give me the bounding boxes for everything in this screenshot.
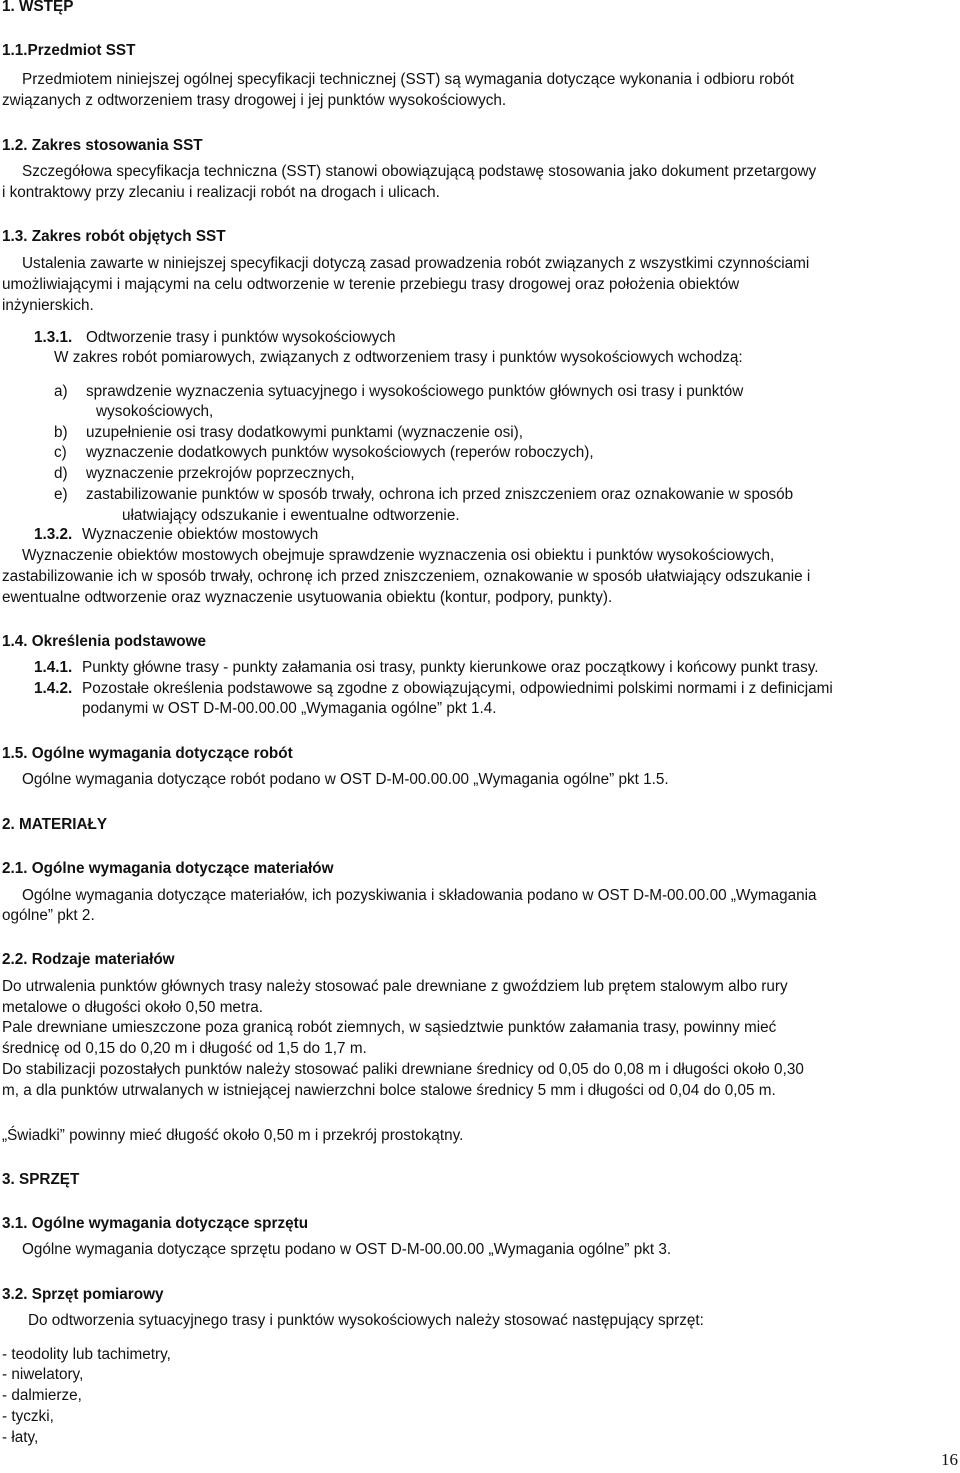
definition-text: Pozostałe określenia podstawowe są zgodne z obowiązującymi, odpowiednimi polskimi normami i z definicjami — [82, 680, 833, 697]
section-heading: 1.1.Przedmiot SST — [2, 42, 136, 59]
definition-text: podanymi w OST D-M-00.00.00 „Wymagania ogólne” pkt 1.4. — [82, 700, 497, 717]
subsection-number: 1.3.1. — [34, 329, 73, 346]
list-item: - łaty, — [2, 1429, 39, 1446]
section-heading: 3.1. Ogólne wymagania dotyczące sprzętu — [2, 1215, 309, 1232]
paragraph-line: i kontraktowy przy zlecaniu i realizacji robót na drogach i ulicach. — [2, 184, 440, 201]
paragraph-line: średnicę od 0,15 do 0,20 m i długość od 1,5 do 1,7 m. — [2, 1040, 367, 1057]
list-marker: e) — [54, 486, 68, 503]
section-heading: 1.5. Ogólne wymagania dotyczące robót — [2, 745, 293, 762]
list-item: ułatwiający odszukanie i ewentualne odtworzenie. — [122, 507, 460, 524]
paragraph-line: Przedmiotem niniejszej ogólnej specyfikacji technicznej (SST) są wymagania dotyczące wykonania i odbioru robót — [22, 71, 795, 88]
section-heading: 1. WSTĘP — [2, 0, 74, 15]
list-marker: b) — [54, 424, 68, 441]
section-heading: 2.1. Ogólne wymagania dotyczące materiałów — [2, 860, 334, 877]
paragraph-line: związanych z odtworzeniem trasy drogowej i jej punktów wysokościowych. — [2, 92, 507, 109]
paragraph-line: zastabilizowanie ich w sposób trwały, ochronę ich przed zniszczeniem, oznakowanie w sposób ułatwiający odszukanie i — [2, 568, 811, 585]
paragraph-line: Do odtworzenia sytuacyjnego trasy i punktów wysokościowych należy stosować następujący sprzęt: — [28, 1312, 704, 1329]
list-item: sprawdzenie wyznaczenia sytuacyjnego i wysokościowego punktów głównych osi trasy i punktów — [86, 383, 744, 400]
paragraph-line: Do utrwalenia punktów głównych trasy należy stosować pale drewniane z gwoździem lub prętem stalowym albo rury — [2, 978, 788, 995]
paragraph-line: Wyznaczenie obiektów mostowych obejmuje sprawdzenie wyznaczenia osi obiektu i punktów wysokościowych, — [22, 547, 775, 564]
paragraph-line: inżynierskich. — [2, 297, 94, 314]
list-marker: d) — [54, 465, 68, 482]
section-heading: 1.3. Zakres robót objętych SST — [2, 228, 226, 245]
section-heading: 1.2. Zakres stosowania SST — [2, 137, 203, 154]
paragraph-line: „Świadki” powinny mieć długość około 0,50 m i przekrój prostokątny. — [2, 1127, 464, 1144]
section-heading: 2.2. Rodzaje materiałów — [2, 951, 175, 968]
paragraph-line: ogólne” pkt 2. — [2, 907, 95, 924]
definition-text: Punkty główne trasy - punkty załamania osi trasy, punkty kierunkowe oraz początkowy i końcowy punkt trasy. — [82, 659, 819, 676]
paragraph-line: Pale drewniane umieszczone poza granicą robót ziemnych, w sąsiedztwie punktów załamania trasy, powinny mieć — [2, 1019, 777, 1036]
paragraph-line: Ustalenia zawarte w niniejszej specyfikacji dotyczą zasad prowadzenia robót związanych z wszystkimi czynnościami — [22, 255, 810, 272]
paragraph-line: Ogólne wymagania dotyczące materiałów, ich pozyskiwania i składowania podano w OST D-M-00.00.00 „Wymagania — [22, 887, 817, 904]
paragraph-line: Szczegółowa specyfikacja techniczna (SST) stanowi obowiązującą podstawę stosowania jako dokument przetargowy — [22, 163, 817, 180]
subsection-number: 1.3.2. — [34, 526, 73, 543]
subsection-title: Wyznaczenie obiektów mostowych — [82, 526, 319, 543]
section-heading: 3.2. Sprzęt pomiarowy — [2, 1286, 164, 1303]
section-heading: 1.4. Określenia podstawowe — [2, 633, 207, 650]
list-item: - teodolity lub tachimetry, — [2, 1346, 171, 1363]
list-item: - dalmierze, — [2, 1387, 82, 1404]
list-item: wyznaczenie przekrojów poprzecznych, — [86, 465, 355, 482]
list-item: wyznaczenie dodatkowych punktów wysokościowych (reperów roboczych), — [86, 444, 594, 461]
subsection-title: Odtworzenie trasy i punktów wysokościowych — [86, 329, 396, 346]
paragraph-line: metalowe o długości około 0,50 metra. — [2, 999, 264, 1016]
list-item: zastabilizowanie punktów w sposób trwały, ochrona ich przed zniszczeniem oraz oznakowanie w sposób — [86, 486, 794, 503]
paragraph-line: Ogólne wymagania dotyczące sprzętu podano w OST D-M-00.00.00 „Wymagania ogólne” pkt 3. — [22, 1241, 672, 1258]
list-item: uzupełnienie osi trasy dodatkowymi punktami (wyznaczenie osi), — [86, 424, 524, 441]
list-marker: a) — [54, 383, 68, 400]
section-heading: 3. SPRZĘT — [2, 1171, 80, 1188]
list-item: - niwelatory, — [2, 1366, 84, 1383]
paragraph-line: Ogólne wymagania dotyczące robót podano w OST D-M-00.00.00 „Wymagania ogólne” pkt 1.5. — [22, 771, 669, 788]
section-heading: 2. MATERIAŁY — [2, 816, 108, 833]
paragraph-line: ewentualne odtworzenie oraz wyznaczenie usytuowania obiektu (kontur, podpory, punkty). — [2, 589, 613, 606]
subsection-number: 1.4.1. — [34, 659, 73, 676]
list-item: wysokościowych, — [96, 403, 214, 420]
page-number: 16 — [941, 1450, 958, 1469]
paragraph-line: m, a dla punktów utrwalanych w istniejącej nawierzchni bolce stalowe średnicy 5 mm i długości od 0,04 do 0,05 m. — [2, 1082, 776, 1099]
subsection-number: 1.4.2. — [34, 680, 73, 697]
paragraph-line: umożliwiającymi i mającymi na celu odtworzenie w terenie przebiegu trasy drogowej oraz położenia obiektów — [2, 276, 740, 293]
paragraph-line: W zakres robót pomiarowych, związanych z odtworzeniem trasy i punktów wysokościowych wchodzą: — [54, 349, 743, 366]
paragraph-line: Do stabilizacji pozostałych punktów należy stosować paliki drewniane średnicy od 0,05 do 0,08 m i długości około 0,30 — [2, 1061, 804, 1078]
list-marker: c) — [54, 444, 67, 461]
list-item: - tyczki, — [2, 1408, 54, 1425]
